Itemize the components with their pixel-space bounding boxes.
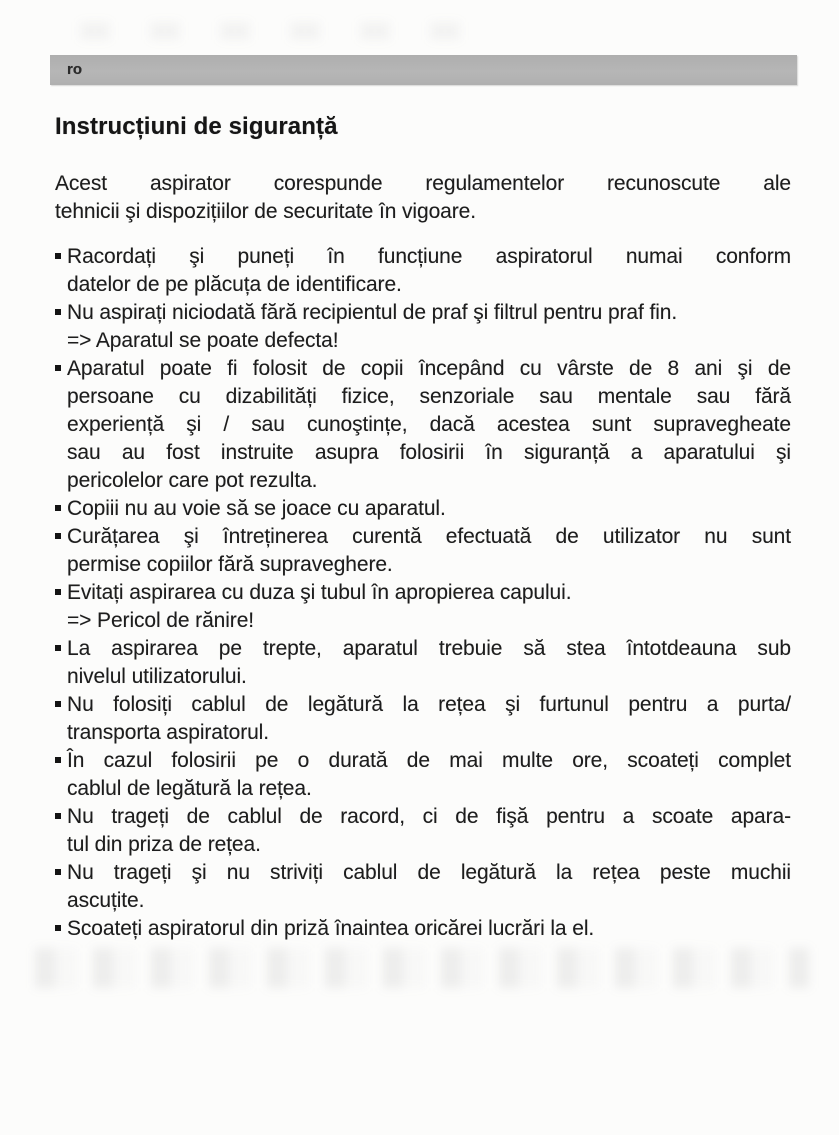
list-item	[55, 523, 791, 579]
bullet-text	[67, 299, 791, 327]
list-item	[55, 747, 791, 803]
page-title: Instrucțiuni de siguranță	[55, 113, 338, 140]
bullet-text	[67, 355, 791, 495]
bullet-text	[67, 691, 791, 747]
text-line: Nu aspirați niciodată fără recipientul de praf şi filtrul pentru praf fin.	[67, 301, 678, 324]
list-item	[55, 803, 791, 859]
language-header-bar	[50, 55, 797, 85]
text-line: Scoateți aspiratorul din priză înaintea oricărei lucrări la el.	[67, 917, 595, 940]
text-line: pericolelor care pot rezulta.	[67, 469, 318, 492]
text-line: sau au fost instruite asupra folosirii în siguranță a aparatului şi	[67, 441, 791, 464]
bullet-square-icon	[55, 589, 61, 595]
bullet-square-icon	[55, 505, 61, 511]
text-line: persoane cu dizabilități fizice, senzoriale sau mentale sau fără	[67, 385, 791, 408]
text-line: Racordați şi puneți în funcțiune aspiratorul numai conform	[67, 245, 791, 268]
bullet-text	[67, 803, 791, 859]
bullet-list	[55, 243, 791, 943]
text-line: Nu folosiți cablul de legătură la rețea şi furtunul pentru a purta/	[67, 693, 791, 716]
bullet-square-icon	[55, 533, 61, 539]
text-line: Nu trageți şi nu striviți cablul de legătură la rețea peste muchii	[67, 861, 791, 884]
text-line: Curățarea şi întreținerea curentă efectuată de utilizator nu sunt	[67, 525, 791, 548]
list-item	[55, 635, 791, 691]
bullet-text	[67, 635, 791, 691]
bullet-text	[67, 859, 791, 915]
text-line: datelor de pe plăcuța de identificare.	[67, 273, 402, 296]
intro-paragraph	[55, 170, 791, 226]
text-line: Evitați aspirarea cu duza şi tubul în apropierea capului.	[67, 581, 572, 604]
text-line: Aparatul poate fi folosit de copii începând cu vârste de 8 ani şi de	[67, 357, 791, 380]
text-line: În cazul folosirii pe o durată de mai multe ore, scoateți complet	[67, 749, 791, 772]
bullet-square-icon	[55, 869, 61, 875]
bullet-square-icon	[55, 309, 61, 315]
list-item	[55, 915, 791, 943]
text-line: experiență şi / sau cunoştințe, dacă acestea sunt supravegheate	[67, 413, 791, 436]
bullet-square-icon	[55, 701, 61, 707]
bullet-text	[67, 915, 791, 943]
list-item	[55, 495, 791, 523]
list-item	[55, 691, 791, 747]
text-line: cablul de legătură la rețea.	[67, 777, 312, 800]
bullet-text	[67, 523, 791, 579]
list-item	[55, 859, 791, 915]
list-item	[55, 299, 791, 355]
text-line: tehnicii şi dispozițiilor de securitate în vigoare.	[55, 200, 476, 223]
page-content	[55, 112, 791, 943]
text-line: Nu trageți de cablul de racord, ci de fişă pentru a scoate apara-	[67, 805, 791, 828]
text-line: transporta aspiratorul.	[67, 721, 269, 744]
text-line: nivelul utilizatorului.	[67, 665, 247, 688]
scan-smudge	[80, 22, 500, 40]
list-item	[55, 243, 791, 299]
bullet-square-icon	[55, 365, 61, 371]
page-bleed-through	[35, 948, 810, 988]
text-line: permise copiilor fără supraveghere.	[67, 553, 393, 576]
bullet-square-icon	[55, 253, 61, 259]
text-line: ascuțite.	[67, 889, 145, 912]
bullet-text	[67, 747, 791, 803]
list-item	[55, 579, 791, 635]
text-line: Copiii nu au voie să se joace cu aparatul.	[67, 497, 446, 520]
arrow-note: => Pericol de rănire!	[67, 609, 255, 632]
text-line: tul din priza de rețea.	[67, 833, 261, 856]
bullet-square-icon	[55, 645, 61, 651]
bullet-square-icon	[55, 757, 61, 763]
list-item	[55, 355, 791, 495]
bullet-text	[67, 243, 791, 299]
arrow-note: => Aparatul se poate defecta!	[67, 329, 339, 352]
bullet-square-icon	[55, 925, 61, 931]
bullet-text	[67, 579, 791, 607]
bullet-square-icon	[55, 813, 61, 819]
text-line: La aspirarea pe trepte, aparatul trebuie să stea întotdeauna sub	[67, 637, 791, 660]
language-code-label: ro	[67, 61, 82, 78]
text-line: Acest aspirator corespunde regulamentelor recunoscute ale	[55, 172, 791, 195]
bullet-text	[67, 495, 791, 523]
